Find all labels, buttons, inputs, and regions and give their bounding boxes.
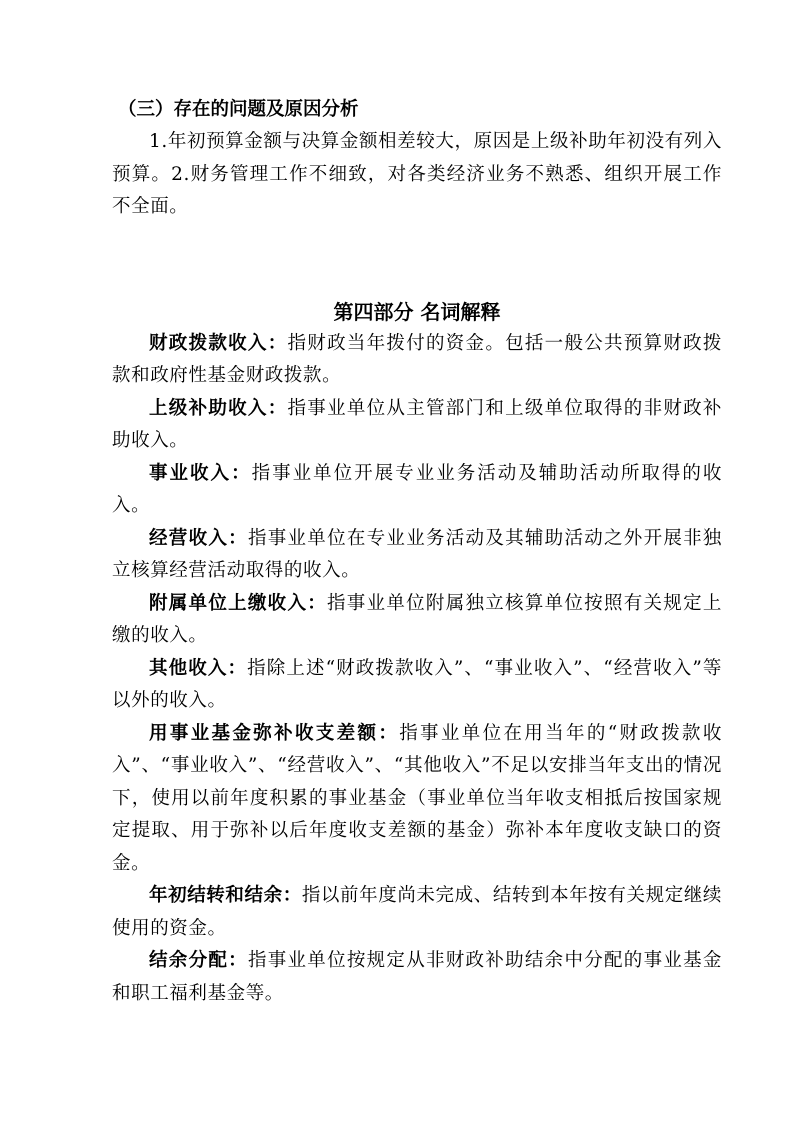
glossary-sep: ： [267, 397, 288, 419]
glossary-sep: ： [307, 592, 328, 614]
glossary-sep: ： [231, 462, 252, 484]
glossary-sep: ： [267, 332, 288, 354]
glossary-item [112, 393, 722, 458]
glossary-item [112, 945, 722, 1010]
glossary-term: 用事业基金弥补收支差额 [149, 722, 379, 744]
glossary-definition: 指事业单位附属独立核算单位按照有关规定上缴的收入。 [112, 592, 722, 646]
glossary-item [112, 653, 722, 718]
glossary-sep: ： [228, 950, 248, 971]
glossary-term: 经营收入 [149, 527, 229, 549]
section-body-problems: 1.年初预算金额与决算金额相差较大，原因是上级补助年初没有列入预算。2.财务管理工作不细致，对各类经济业务不熟悉、组织开展工作不全面。 [112, 131, 722, 217]
glossary-term: 事业收入 [149, 462, 232, 484]
glossary-sep: ： [227, 657, 248, 679]
glossary-definition: 指事业单位按规定从非财政补助结余中分配的事业基金和职工福利基金等。 [112, 950, 723, 1004]
glossary-definition: 指除上述“财政拨款收入”、“事业收入”、“经营收入”等以外的收入。 [112, 657, 723, 711]
glossary-item [112, 718, 722, 881]
glossary-sep: ： [378, 722, 400, 744]
glossary-definition: 指以前年度尚未完成、结转到本年按有关规定继续使用的资金。 [112, 885, 723, 939]
glossary-item [112, 458, 722, 523]
glossary-item [112, 523, 722, 588]
document-page [112, 94, 722, 1010]
glossary-definition: 指财政当年拨付的资金。包括一般公共预算财政拨款和政府性基金财政拨款。 [112, 332, 723, 386]
part-heading-glossary: 第四部分 名词解释 [333, 299, 501, 324]
glossary-term: 年初结转和结余 [149, 885, 283, 906]
glossary-definition: 指事业单位在专业业务活动及其辅助活动之外开展非独立核算经营活动取得的收入。 [112, 527, 723, 581]
glossary-term: 其他收入 [149, 657, 228, 679]
glossary-definition: 指事业单位从主管部门和上级单位取得的非财政补助收入。 [112, 397, 723, 451]
glossary-sep: ： [228, 527, 248, 549]
glossary-item [112, 588, 722, 653]
glossary-definition: 指事业单位在用当年的“财政拨款收入”、“事业收入”、“经营收入”、“其他收入”不足以安排当年支出的情况下，使用以前年度积累的事业基金（事业单位当年收支相抵后按国家规定提取、用于弥补以后年度收支差额的基金）弥补本年度收支缺口的资金。 [112, 722, 722, 874]
section-heading-problems: （三）存在的问题及原因分析 [118, 99, 359, 120]
glossary-term: 附属单位上缴收入 [149, 592, 308, 614]
glossary-term: 结余分配 [149, 950, 229, 971]
glossary-term: 财政拨款收入 [149, 332, 268, 354]
glossary-term: 上级补助收入 [149, 397, 268, 419]
glossary-item [112, 328, 722, 393]
glossary-sep: ： [282, 885, 302, 906]
glossary-item [112, 880, 722, 945]
glossary-definition: 指事业单位开展专业业务活动及辅助活动所取得的收入。 [112, 462, 722, 516]
